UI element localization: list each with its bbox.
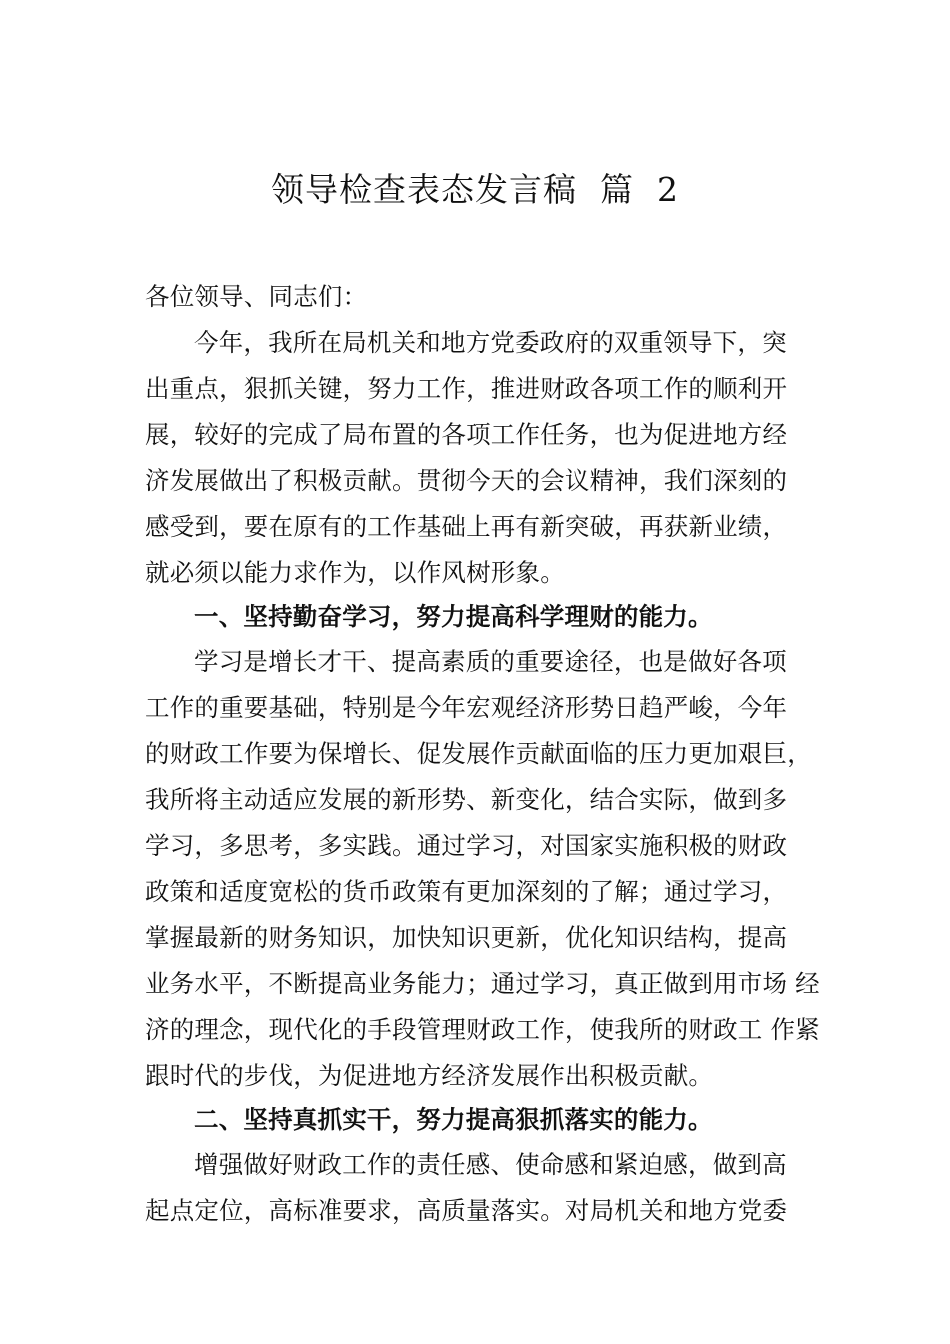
section-heading-1: 一、坚持勤奋学习，努力提高科学理财的能力。 [194,602,713,631]
paragraph-line: 增强做好财政工作的责任感、使命感和紧迫感，做到高 [194,1150,787,1179]
paragraph-line: 业务水平，不断提高业务能力；通过学习，真正做到用市场 经 [145,969,820,998]
paragraph-line: 就必须以能力求作为，以作风树形象。 [145,558,565,587]
paragraph-line: 起点定位，高标准要求，高质量落实。对局机关和地方党委 [145,1196,788,1225]
paragraph-line: 学习是增长才干、提高素质的重要途径，也是做好各项 [194,647,787,676]
paragraph-line: 感受到，要在原有的工作基础上再有新突破，再获新业绩， [145,512,788,541]
section-heading-2: 二、坚持真抓实干，努力提高狠抓落实的能力。 [194,1105,713,1134]
paragraph-line: 出重点，狠抓关键，努力工作，推进财政各项工作的顺利开 [145,374,788,403]
paragraph-line: 跟时代的步伐，为促进地方经济发展作出积极贡献。 [145,1061,714,1090]
paragraph-line: 济的理念，现代化的手段管理财政工作，使我所的财政工 作紧 [145,1015,820,1044]
document-title: 领导检查表态发言稿 篇 2 [271,170,679,209]
paragraph-line: 学习，多思考，多实践。通过学习，对国家实施积极的财政 [145,831,788,860]
paragraph-line: 工作的重要基础，特别是今年宏观经济形势日趋严峻，今年 [145,693,788,722]
salutation: 各位领导、同志们： [145,282,368,311]
paragraph-line: 的财政工作要为保增长、促发展作贡献面临的压力更加艰巨， [145,739,812,768]
paragraph-line: 政策和适度宽松的货币政策有更加深刻的了解；通过学习， [145,877,788,906]
paragraph-line: 掌握最新的财务知识，加快知识更新，优化知识结构，提高 [145,923,788,952]
paragraph-line: 今年，我所在局机关和地方党委政府的双重领导下，突 [194,328,787,357]
paragraph-line: 济发展做出了积极贡献。贯彻今天的会议精神，我们深刻的 [145,466,788,495]
paragraph-line: 展，较好的完成了局布置的各项工作任务，也为促进地方经 [145,420,788,449]
paragraph-line: 我所将主动适应发展的新形势、新变化，结合实际，做到多 [145,785,788,814]
